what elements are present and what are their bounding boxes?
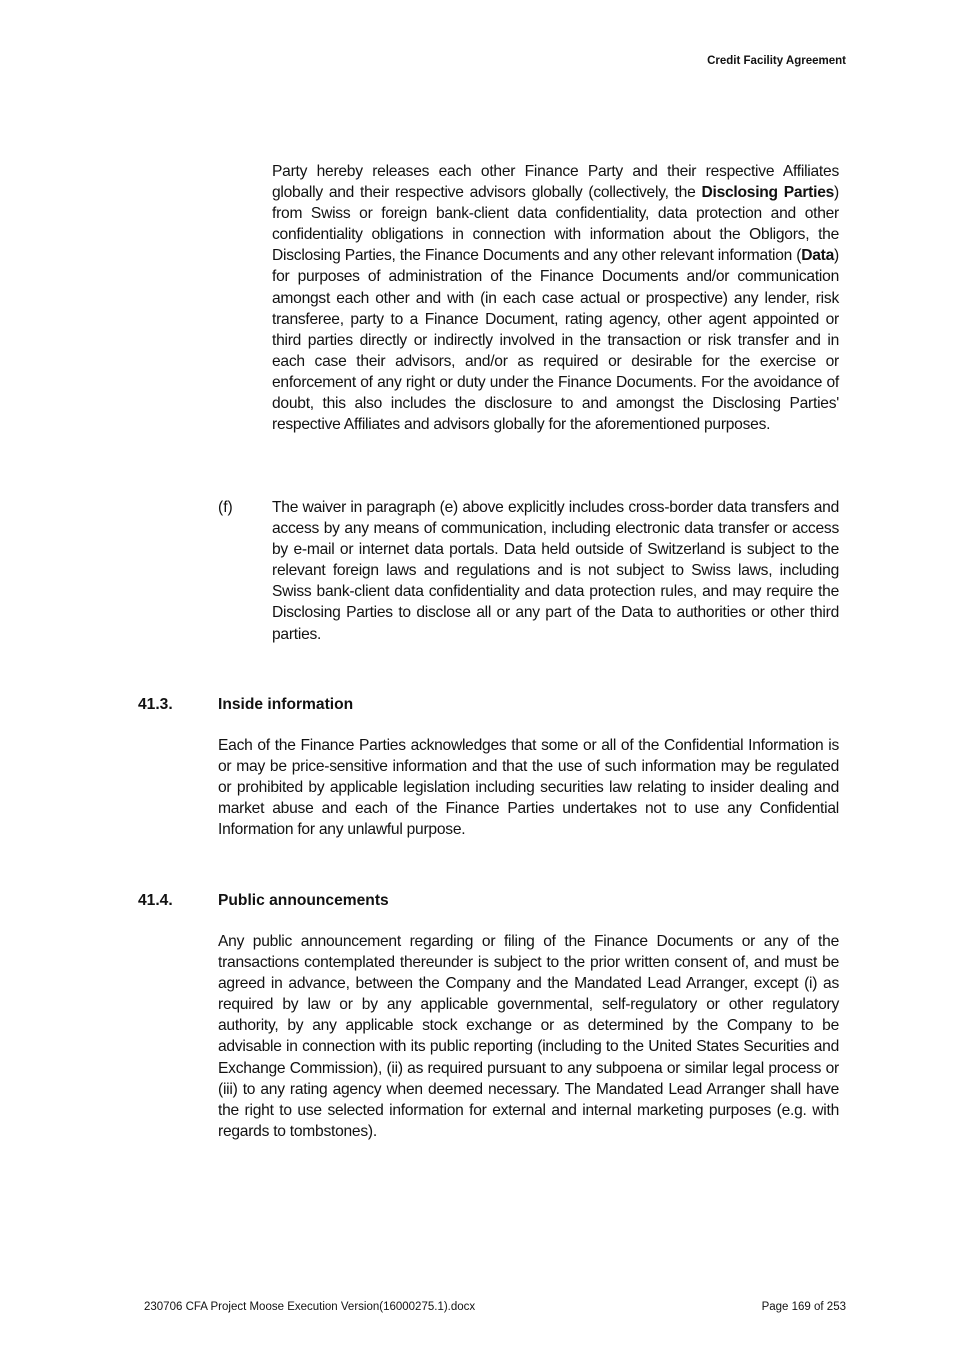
section-41-3-title: Inside information: [218, 696, 354, 713]
continuation-paragraph: [272, 161, 839, 435]
section-41-4-number: 41.4.: [138, 892, 173, 909]
paragraph-text: ) for purposes of administration of the Finance Documents and/or communication amongst each other and with (in each case actual or prospective) any lender, risk transferee, party to a Finance Document, rating agency, other agent appointed or third parties directly or indirectly involved in the transaction or risk transfer and in each case their advisors, and/or as required or desirable for the exercise or enforcement of any right or duty under the Finance Documents. For the avoidance of doubt, this also includes the disclosure to and amongst the Disclosing Parties' respective Affiliates and advisors globally for the aforementioned purposes.: [272, 247, 839, 434]
section-41-4-text: Any public announcement regarding or filing of the Finance Documents or any of the transactions contemplated thereunder is subject to the prior written consent of, and must be agreed in advance, between the Company and the Mandated Lead Arranger, except (i) as required by law or by any applicable governmental, self-regulatory or other regulatory authority, by any applicable stock exchange or as determined by the Company to be advisable in connection with its public reporting (including to the United States Securities and Exchange Commission), (ii) as required pursuant to any subpoena or similar legal process or (iii) to any rating agency when deemed necessary. The Mandated Lead Arranger shall have the right to use selected information for external and internal marketing purposes (e.g. with regards to tombstones).: [218, 933, 839, 1140]
paragraph-text: ) from Swiss or foreign bank-client data confidentiality, data protection and other confidentiality obligations in connection with information about the Obligors, the Disclosing Parties, the Finance Documents and any other relevant information (: [272, 184, 839, 265]
document-header-title: Credit Facility Agreement: [707, 55, 846, 67]
section-41-3-number: 41.3.: [138, 696, 173, 713]
section-41-3-text: Each of the Finance Parties acknowledges that some or all of the Confidential Information is or may be price-sensitive information and that the use of such information may be regulated or prohibited by applicable legislation including securities law relating to insider dealing and market abuse and each of the Finance Parties undertakes not to use any Confidential Information for any unlawful purpose.: [218, 737, 839, 839]
footer-page-number: Page 169 of 253: [761, 1301, 846, 1313]
section-41-4-title: Public announcements: [218, 892, 389, 909]
defined-term-disclosing-parties: Disclosing Parties: [701, 184, 835, 202]
paragraph-f-label: (f): [218, 499, 233, 516]
defined-term-data: Data: [801, 247, 835, 265]
paragraph-text: Party hereby releases each other Finance Party and their respective Affiliates globally and their respective advisors globally (collectively, the: [272, 163, 839, 202]
paragraph-f-text: The waiver in paragraph (e) above explicitly includes cross-border data transfers and access by any means of communication, including electronic data transfer or access by e-mail or internet data portals. Data held outside of Switzerland is subject to the relevant foreign laws and regulations and is not subject to Swiss laws, including Swiss bank-client data confidentiality and data protection rules, and may require the Disclosing Parties to disclose all or any part of the Data to authorities or other third parties.: [272, 499, 839, 643]
footer-filename: 230706 CFA Project Moose Execution Version(16000275.1).docx: [144, 1301, 476, 1313]
